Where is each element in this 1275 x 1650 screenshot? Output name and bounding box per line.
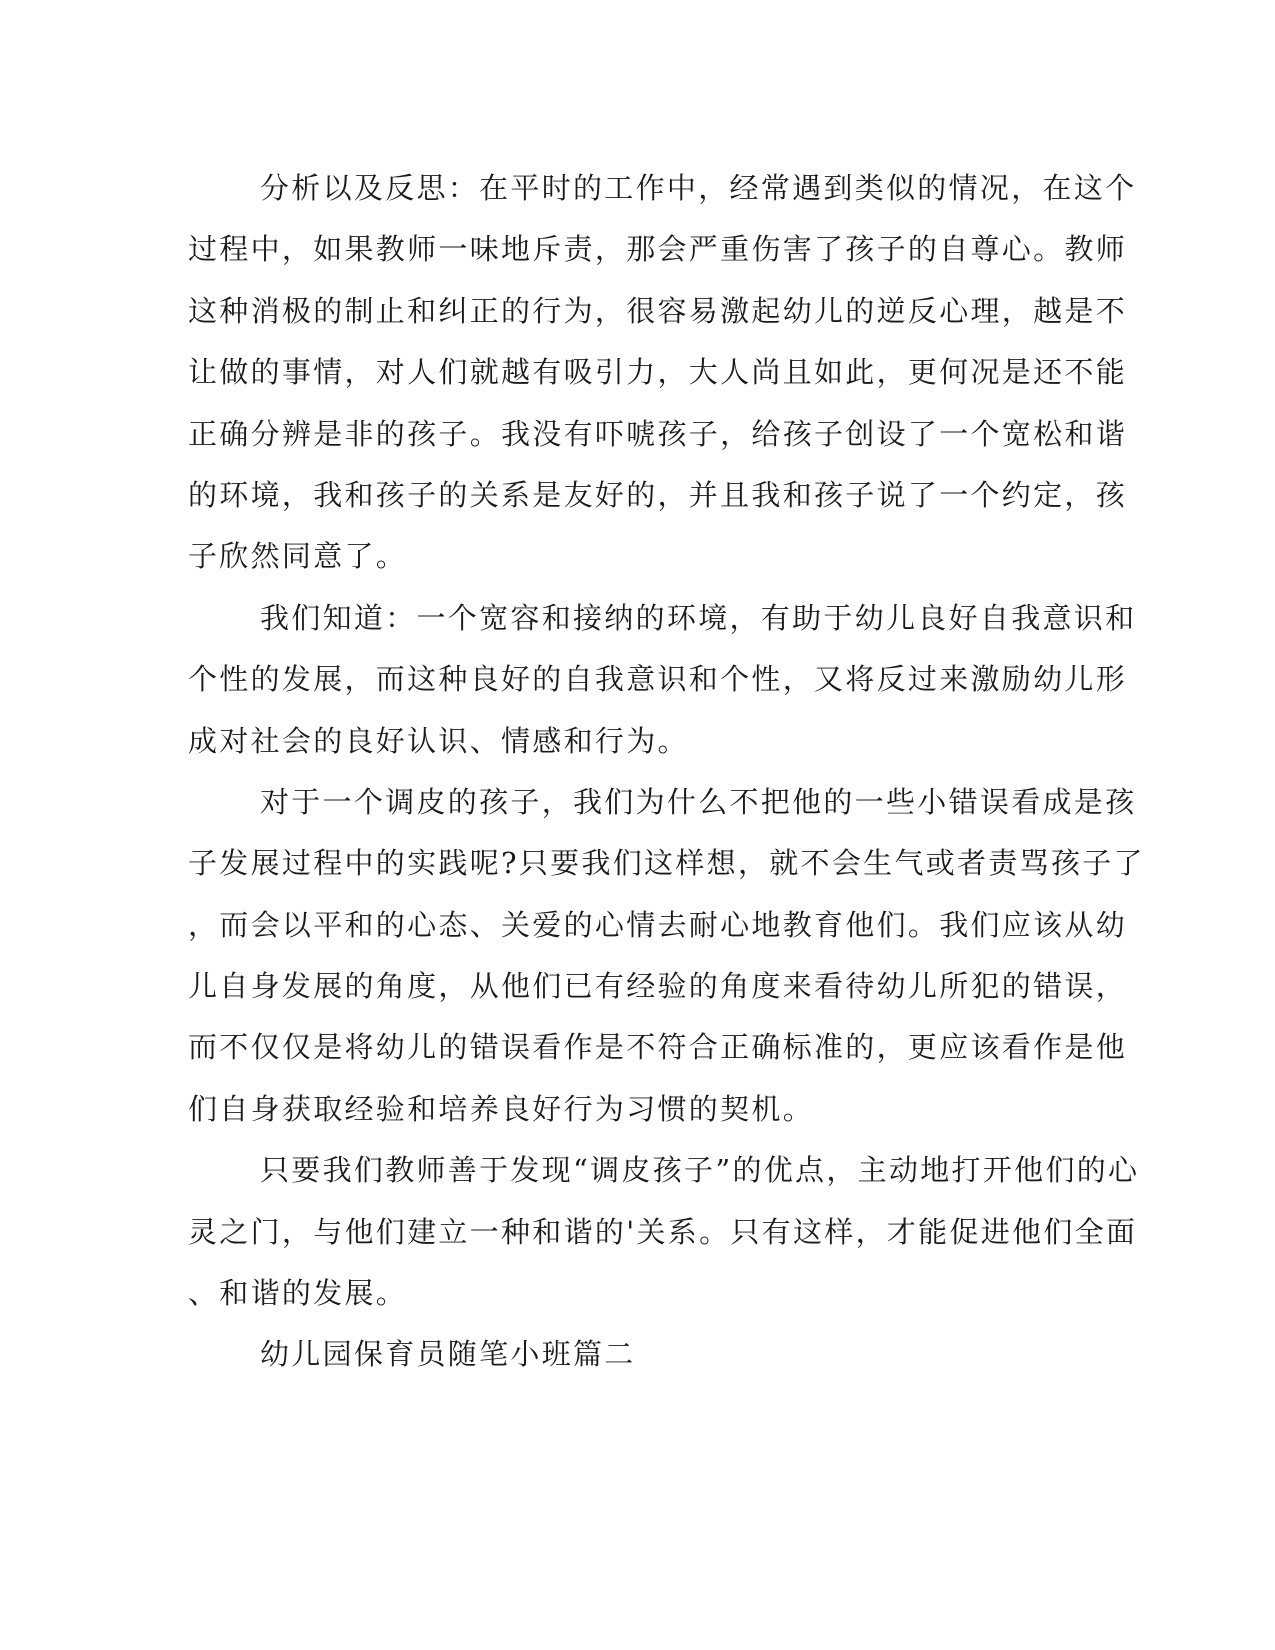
text-line: 成对社会的良好认识、情感和行为。 xyxy=(188,723,689,758)
paragraph-tolerance xyxy=(188,588,1137,772)
paragraph-naughty-child xyxy=(188,772,1145,1140)
text-line: 子欣然同意了。 xyxy=(188,539,408,574)
text-line: 我们知道：一个宽容和接纳的环境，有助于幼儿良好自我意识和 xyxy=(260,600,1137,635)
text-line: 的环境，我和孩子的关系是友好的，并且我和孩子说了一个约定，孩 xyxy=(188,477,1128,512)
section-heading xyxy=(188,1324,1068,1385)
text-line: 而不仅仅是将幼儿的错误看作是不符合正确标准的，更应该看作是他 xyxy=(188,1030,1128,1065)
heading-line: 幼儿园保育员随笔小班篇二 xyxy=(260,1337,636,1372)
text-line: 过程中，如果教师一味地斥责，那会严重伤害了孩子的自尊心。教师 xyxy=(188,232,1128,267)
text-line: 分析以及反思：在平时的工作中，经常遇到类似的情况，在这个 xyxy=(260,171,1137,205)
paragraph-conclusion xyxy=(188,1140,1140,1324)
text-line: 灵之门，与他们建立一种和谐的'关系。只有这样，才能促进他们全面 xyxy=(188,1214,1138,1249)
text-line: 这种消极的制止和纠正的行为，很容易激起幼儿的逆反心理，越是不 xyxy=(188,293,1128,328)
text-line: 对于一个调皮的孩子，我们为什么不把他的一些小错误看成是孩 xyxy=(260,784,1137,819)
paragraph-analysis xyxy=(188,158,1137,588)
body-text xyxy=(188,158,1145,1386)
text-line: 儿自身发展的角度，从他们已有经验的角度来看待幼儿所犯的错误， xyxy=(188,969,1128,1004)
text-line: 们自身获取经验和培养良好行为习惯的契机。 xyxy=(188,1091,815,1126)
text-line: 只要我们教师善于发现“调皮孩子”的优点，主动地打开他们的心 xyxy=(260,1153,1140,1188)
text-line: ，而会以平和的心态、关爱的心情去耐心地教育他们。我们应该从幼 xyxy=(188,907,1128,942)
text-line: 个性的发展，而这种良好的自我意识和个性，又将反过来激励幼儿形 xyxy=(188,662,1128,697)
text-line: 子发展过程中的实践呢?只要我们这样想，就不会生气或者责骂孩子了 xyxy=(188,846,1145,881)
text-line: 正确分辨是非的孩子。我没有吓唬孩子，给孩子创设了一个宽松和谐 xyxy=(188,416,1128,451)
text-line: 、和谐的发展。 xyxy=(188,1276,408,1311)
text-line: 让做的事情，对人们就越有吸引力，大人尚且如此，更何况是还不能 xyxy=(188,355,1128,390)
